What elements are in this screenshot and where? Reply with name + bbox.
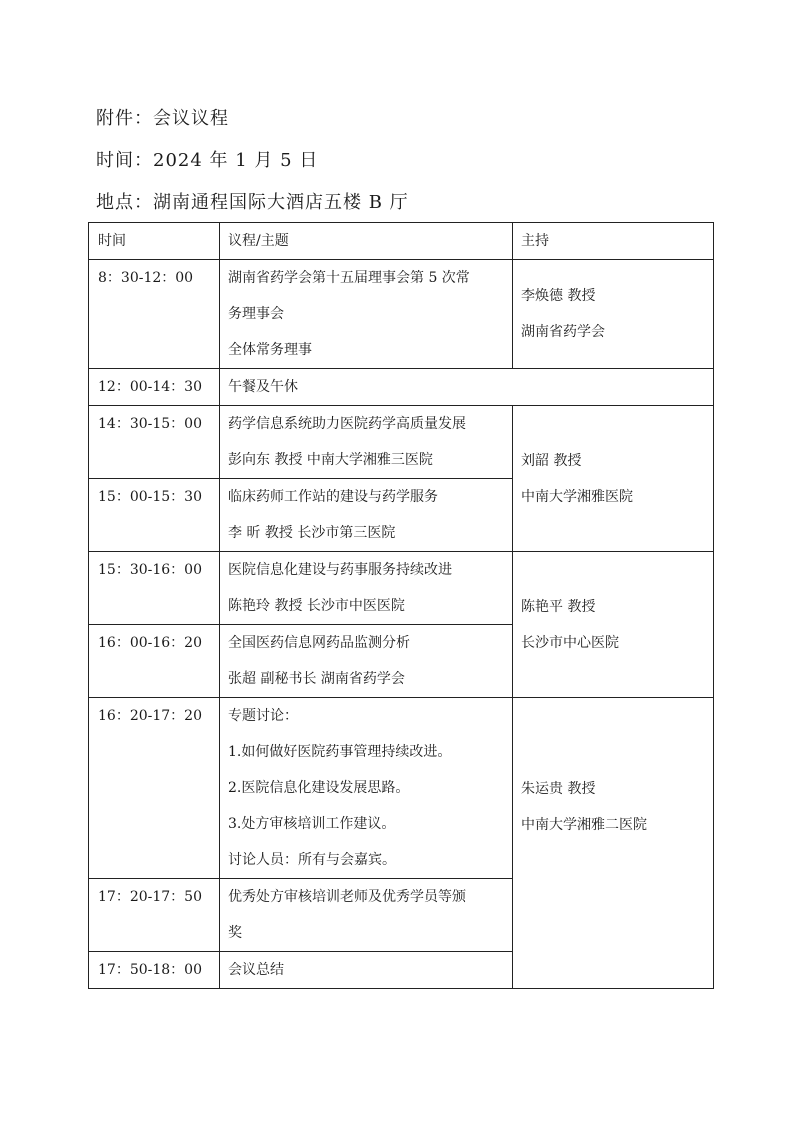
table-row bbox=[89, 698, 714, 879]
topic-line: 李 昕 教授 长沙市第三医院 bbox=[228, 525, 396, 541]
table-row bbox=[89, 406, 714, 479]
topic-line: 优秀处方审核培训老师及优秀学员等颁 bbox=[228, 889, 466, 905]
time-cell: 16：00-16：20 bbox=[89, 625, 220, 698]
host-name: 陈艳平 教授 bbox=[521, 598, 596, 615]
table-row bbox=[89, 369, 714, 406]
topic-line: 务理事会 bbox=[228, 306, 284, 322]
topic-line: 张超 副秘书长 湖南省药学会 bbox=[228, 671, 405, 687]
topic-cell bbox=[220, 369, 714, 406]
topic-cell bbox=[220, 552, 513, 625]
meeting-time: 时间：2024 年 1 月 5 日 bbox=[96, 150, 319, 171]
topic-cell bbox=[220, 625, 513, 698]
topic-line: 专题讨论： bbox=[228, 708, 298, 724]
host-org: 长沙市中心医院 bbox=[521, 634, 619, 651]
column-header-host: 主持 bbox=[513, 223, 714, 260]
host-org: 中南大学湘雅二医院 bbox=[521, 817, 647, 833]
topic-line: 全国医药信息网药品监测分析 bbox=[228, 635, 410, 651]
time-cell: 14：30-15：00 bbox=[89, 406, 220, 479]
topic-line: 奖 bbox=[228, 925, 242, 941]
topic-line: 湖南省药学会第十五届理事会第 5 次常 bbox=[228, 270, 470, 286]
table-row bbox=[89, 552, 714, 625]
topic-cell bbox=[220, 479, 513, 552]
time-cell: 15：00-15：30 bbox=[89, 479, 220, 552]
time-cell: 8：30-12：00 bbox=[89, 260, 220, 369]
host-org: 湖南省药学会 bbox=[521, 324, 605, 340]
column-header-topic: 议程/主题 bbox=[220, 223, 513, 260]
host-spacer bbox=[521, 843, 705, 879]
host-name: 刘韶 教授 bbox=[521, 452, 582, 469]
topic-line: 陈艳玲 教授 长沙市中医医院 bbox=[228, 598, 405, 614]
topic-line: 医院信息化建设与药事服务持续改进 bbox=[228, 562, 452, 578]
meeting-location: 地点：湖南通程国际大酒店五楼 B 厅 bbox=[96, 192, 409, 213]
time-cell: 15：30-16：00 bbox=[89, 552, 220, 625]
topic-line: 彭向东 教授 中南大学湘雅三医院 bbox=[228, 452, 433, 468]
host-spacer bbox=[521, 879, 705, 915]
column-header-time: 时间 bbox=[89, 223, 220, 260]
topic-line: 2.医院信息化建设发展思路。 bbox=[228, 780, 410, 796]
time-cell: 16：20-17：20 bbox=[89, 698, 220, 879]
time-cell: 17：50-18：00 bbox=[89, 952, 220, 989]
host-cell bbox=[513, 260, 714, 369]
topic-line: 会议总结 bbox=[228, 962, 284, 978]
topic-cell bbox=[220, 879, 513, 952]
topic-line: 药学信息系统助力医院药学高质量发展 bbox=[228, 416, 466, 432]
table-header-row bbox=[89, 223, 714, 260]
topic-cell bbox=[220, 952, 513, 989]
host-cell bbox=[513, 552, 714, 698]
topic-line: 1.如何做好医院药事管理持续改进。 bbox=[228, 744, 452, 760]
topic-line: 3.处方审核培训工作建议。 bbox=[228, 816, 396, 832]
topic-line: 讨论人员：所有与会嘉宾。 bbox=[228, 852, 396, 868]
host-cell bbox=[513, 698, 714, 989]
host-name: 朱运贵 教授 bbox=[521, 781, 596, 797]
topic-line: 全体常务理事 bbox=[228, 342, 312, 358]
host-name: 李焕德 教授 bbox=[521, 288, 596, 304]
topic-cell bbox=[220, 406, 513, 479]
agenda-table bbox=[88, 222, 714, 989]
topic-cell bbox=[220, 260, 513, 369]
time-cell: 12：00-14：30 bbox=[89, 369, 220, 406]
attachment-title: 附件：会议议程 bbox=[96, 108, 229, 129]
host-cell bbox=[513, 406, 714, 552]
topic-line: 午餐及午休 bbox=[228, 379, 298, 395]
topic-line: 临床药师工作站的建设与药学服务 bbox=[228, 489, 438, 505]
table-row bbox=[89, 260, 714, 369]
time-cell: 17：20-17：50 bbox=[89, 879, 220, 952]
host-org: 中南大学湘雅医院 bbox=[521, 488, 633, 505]
topic-cell bbox=[220, 698, 513, 879]
